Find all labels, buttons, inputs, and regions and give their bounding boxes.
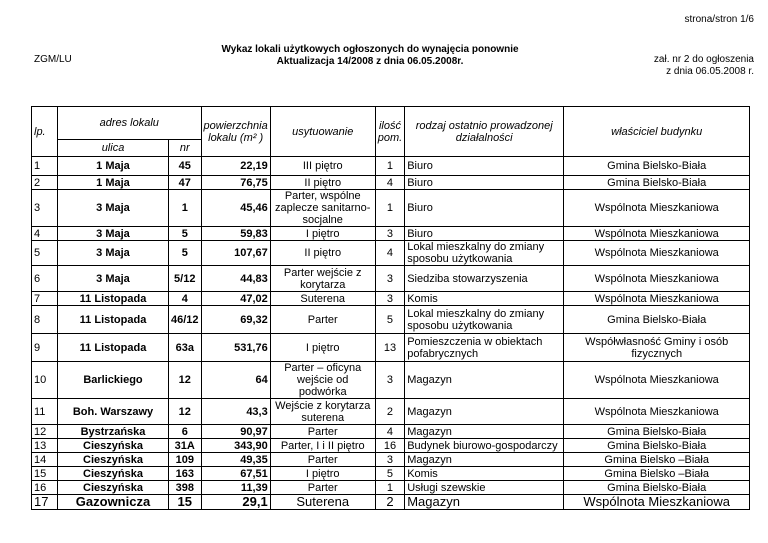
table-row (32, 453, 750, 467)
cell-street: Boh. Warszawy (58, 399, 169, 425)
cell-activity: Biuro (405, 190, 564, 227)
col-area (201, 107, 270, 157)
cell-street: 11 Listopada (58, 334, 169, 362)
cell-area: 107,67 (201, 241, 270, 266)
cell-street: Bystrzańska (58, 425, 169, 439)
cell-street: 3 Maja (58, 190, 169, 227)
col-activity-line-1: rodzaj ostatnio prowadzonej (415, 119, 553, 132)
cell-area: 90,97 (201, 425, 270, 439)
cell-activity: Magazyn (405, 425, 564, 439)
col-lp: lp. (32, 107, 58, 157)
cell-nr: 4 (169, 292, 202, 306)
cell-lp: 2 (32, 176, 58, 190)
cell-area: 76,75 (201, 176, 270, 190)
cell-owner: Wspólnota Mieszkaniowa (564, 399, 750, 425)
col-area-line-1: powierzchnia (203, 119, 268, 132)
cell-lp: 4 (32, 227, 58, 241)
cell-street: 3 Maja (58, 266, 169, 292)
cell-area: 44,83 (201, 266, 270, 292)
cell-rooms: 4 (375, 425, 404, 439)
cell-rooms: 3 (375, 292, 404, 306)
cell-owner: Gmina Bielsko-Biała (564, 481, 750, 495)
cell-lp: 5 (32, 241, 58, 266)
cell-area: 64 (201, 362, 270, 399)
table-row (32, 334, 750, 362)
attachment-line-2: z dnia 06.05.2008 r. (666, 66, 754, 77)
cell-owner: Gmina Bielsko-Biała (564, 306, 750, 334)
table-row (32, 399, 750, 425)
cell-rooms: 5 (375, 306, 404, 334)
table-row (32, 467, 750, 481)
cell-location: Suterena (270, 495, 375, 510)
cell-rooms: 4 (375, 176, 404, 190)
cell-street: Gazownicza (58, 495, 169, 510)
cell-owner: Wspólnota Mieszkaniowa (564, 266, 750, 292)
col-street: ulica (58, 140, 169, 157)
cell-nr: 15 (169, 495, 202, 510)
cell-street: Cieszyńska (58, 467, 169, 481)
table-row (32, 176, 750, 190)
col-rooms (375, 107, 404, 157)
cell-activity: Magazyn (405, 399, 564, 425)
table-row (32, 425, 750, 439)
table-row (32, 241, 750, 266)
table-body (32, 157, 750, 510)
cell-lp: 3 (32, 190, 58, 227)
cell-lp: 8 (32, 306, 58, 334)
cell-street: 3 Maja (58, 241, 169, 266)
cell-area: 59,83 (201, 227, 270, 241)
table-row (32, 157, 750, 176)
cell-rooms: 2 (375, 495, 404, 510)
cell-nr: 46/12 (169, 306, 202, 334)
cell-owner: Wspólnota Mieszkaniowa (564, 362, 750, 399)
cell-location: Parter (270, 453, 375, 467)
cell-location: III piętro (270, 157, 375, 176)
attachment-line-1: zał. nr 2 do ogłoszenia (653, 54, 754, 65)
cell-rooms: 1 (375, 190, 404, 227)
cell-street: Cieszyńska (58, 439, 169, 453)
cell-lp: 7 (32, 292, 58, 306)
table-row (32, 292, 750, 306)
table-row (32, 227, 750, 241)
cell-location: Parter wejście z korytarza (270, 266, 375, 292)
cell-rooms: 5 (375, 467, 404, 481)
cell-owner: Gmina Bielsko-Biała (564, 176, 750, 190)
cell-owner: Gmina Bielsko –Biała (564, 467, 750, 481)
col-rooms-line-2: pom. (377, 131, 403, 144)
cell-street: 1 Maja (58, 176, 169, 190)
cell-location: Parter, wspólne zaplecze sanitarno-socjalne (270, 190, 375, 227)
cell-owner: Gmina Bielsko-Biała (564, 157, 750, 176)
cell-activity: Lokal mieszkalny do zmiany sposobu użytkowania (405, 241, 564, 266)
cell-area: 343,90 (201, 439, 270, 453)
cell-owner: Gmina Bielsko-Biała (564, 439, 750, 453)
cell-activity: Komis (405, 292, 564, 306)
cell-location: Parter, I i II piętro (270, 439, 375, 453)
cell-area: 29,1 (201, 495, 270, 510)
cell-nr: 45 (169, 157, 202, 176)
cell-area: 22,19 (201, 157, 270, 176)
table-row (32, 362, 750, 399)
cell-lp: 9 (32, 334, 58, 362)
page-counter: strona/stron 1/6 (684, 14, 754, 25)
cell-activity: Lokal mieszkalny do zmiany sposobu użytkowania (405, 306, 564, 334)
cell-lp: 12 (32, 425, 58, 439)
title-line-1: Wykaz lokali użytkowych ogłoszonych do wynajęcia ponownie (221, 44, 519, 55)
cell-nr: 63a (169, 334, 202, 362)
cell-rooms: 1 (375, 157, 404, 176)
cell-owner: Wspólnota Mieszkaniowa (564, 227, 750, 241)
cell-owner: Wspólnota Mieszkaniowa (564, 495, 750, 510)
cell-nr: 5 (169, 227, 202, 241)
cell-activity: Pomieszczenia w obiektach pofabrycznych (405, 334, 564, 362)
cell-location: Parter (270, 481, 375, 495)
cell-location: Parter (270, 425, 375, 439)
cell-owner: Gmina Bielsko-Biała (564, 425, 750, 439)
cell-area: 47,02 (201, 292, 270, 306)
cell-owner: Wspólnota Mieszkaniowa (564, 190, 750, 227)
cell-nr: 5/12 (169, 266, 202, 292)
document-title (200, 44, 540, 68)
premises-table (31, 106, 750, 510)
cell-street: 11 Listopada (58, 306, 169, 334)
cell-location: Suterena (270, 292, 375, 306)
cell-rooms: 1 (375, 481, 404, 495)
cell-owner: Wspólnota Mieszkaniowa (564, 292, 750, 306)
col-activity (405, 107, 564, 157)
cell-location: I piętro (270, 467, 375, 481)
cell-nr: 12 (169, 362, 202, 399)
cell-location: I piętro (270, 334, 375, 362)
table-row (32, 306, 750, 334)
cell-nr: 31A (169, 439, 202, 453)
cell-area: 69,32 (201, 306, 270, 334)
cell-street: Barlickiego (58, 362, 169, 399)
table-row (32, 439, 750, 453)
col-address: adres lokalu (58, 107, 202, 140)
cell-rooms: 3 (375, 453, 404, 467)
cell-nr: 47 (169, 176, 202, 190)
cell-activity: Siedziba stowarzyszenia (405, 266, 564, 292)
cell-area: 43,3 (201, 399, 270, 425)
cell-nr: 398 (169, 481, 202, 495)
cell-activity: Biuro (405, 157, 564, 176)
col-nr: nr (169, 140, 202, 157)
cell-activity: Biuro (405, 227, 564, 241)
cell-location: II piętro (270, 176, 375, 190)
table-row (32, 266, 750, 292)
cell-street: Cieszyńska (58, 453, 169, 467)
cell-activity: Magazyn (405, 453, 564, 467)
cell-area: 11,39 (201, 481, 270, 495)
attachment-note (654, 54, 754, 78)
cell-owner: Gmina Bielsko –Biała (564, 453, 750, 467)
cell-street: 3 Maja (58, 227, 169, 241)
cell-lp: 1 (32, 157, 58, 176)
col-rooms-line-1: ilość (378, 119, 401, 132)
cell-owner: Wspólnota Mieszkaniowa (564, 241, 750, 266)
cell-nr: 163 (169, 467, 202, 481)
cell-street: 11 Listopada (58, 292, 169, 306)
cell-nr: 5 (169, 241, 202, 266)
cell-nr: 1 (169, 190, 202, 227)
cell-rooms: 13 (375, 334, 404, 362)
cell-location: Parter (270, 306, 375, 334)
cell-area: 45,46 (201, 190, 270, 227)
cell-lp: 15 (32, 467, 58, 481)
cell-rooms: 3 (375, 227, 404, 241)
col-owner: właściciel budynku (564, 107, 750, 157)
table-row (32, 190, 750, 227)
table-row (32, 481, 750, 495)
col-activity-line-2: działalności (455, 131, 513, 144)
cell-lp: 6 (32, 266, 58, 292)
cell-rooms: 4 (375, 241, 404, 266)
cell-activity: Usługi szewskie (405, 481, 564, 495)
cell-location: Wejście z korytarza suterena (270, 399, 375, 425)
cell-activity: Komis (405, 467, 564, 481)
col-area-line-2: lokalu (m² ) (208, 131, 264, 144)
cell-rooms: 2 (375, 399, 404, 425)
cell-rooms: 16 (375, 439, 404, 453)
cell-lp: 11 (32, 399, 58, 425)
cell-activity: Magazyn (405, 362, 564, 399)
title-line-2: Aktualizacja 14/2008 z dnia 06.05.2008r. (276, 56, 464, 67)
cell-rooms: 3 (375, 362, 404, 399)
cell-location: I piętro (270, 227, 375, 241)
cell-area: 67,51 (201, 467, 270, 481)
cell-nr: 6 (169, 425, 202, 439)
cell-lp: 14 (32, 453, 58, 467)
cell-location: II piętro (270, 241, 375, 266)
cell-lp: 16 (32, 481, 58, 495)
cell-nr: 12 (169, 399, 202, 425)
cell-area: 531,76 (201, 334, 270, 362)
cell-lp: 10 (32, 362, 58, 399)
cell-nr: 109 (169, 453, 202, 467)
cell-street: 1 Maja (58, 157, 169, 176)
organization-code: ZGM/LU (34, 54, 72, 65)
cell-activity: Biuro (405, 176, 564, 190)
table-row (32, 495, 750, 510)
cell-lp: 17 (32, 495, 58, 510)
header-row-1 (32, 107, 750, 140)
col-location: usytuowanie (270, 107, 375, 157)
cell-owner: Współwłasność Gminy i osób fizycznych (564, 334, 750, 362)
cell-activity: Magazyn (405, 495, 564, 510)
cell-area: 49,35 (201, 453, 270, 467)
cell-street: Cieszyńska (58, 481, 169, 495)
cell-location: Parter – oficyna wejście od podwórka (270, 362, 375, 399)
cell-lp: 13 (32, 439, 58, 453)
cell-activity: Budynek biurowo-gospodarczy (405, 439, 564, 453)
cell-rooms: 3 (375, 266, 404, 292)
